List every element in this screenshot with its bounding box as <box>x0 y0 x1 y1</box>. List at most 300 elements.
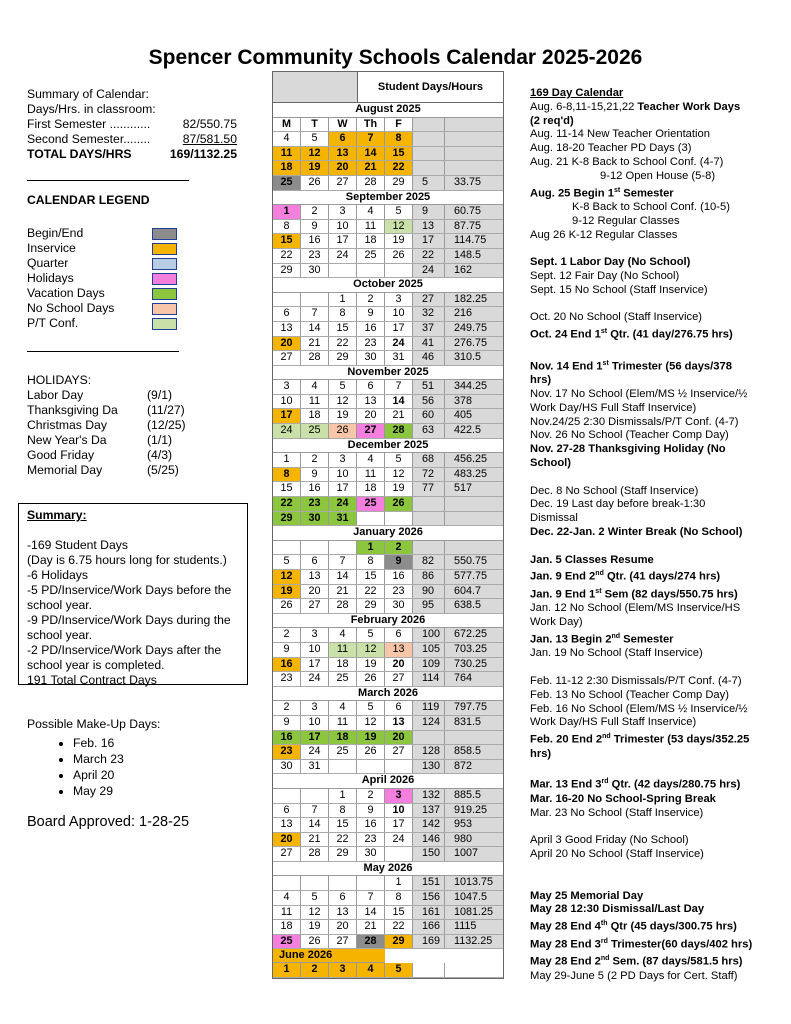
legend-label: Begin/End <box>27 226 84 240</box>
day-cell: 12 <box>301 906 329 920</box>
day-cell <box>301 293 329 307</box>
note-line: May 29-June 5 (2 PD Days for Cert. Staff) <box>530 969 738 982</box>
day-cell: 5 <box>301 132 329 146</box>
day-header-row <box>273 118 503 133</box>
day-cell <box>357 264 385 278</box>
day-cell: 12 <box>385 220 413 234</box>
first-semester-row <box>27 117 237 132</box>
day-header: T <box>301 118 329 132</box>
day-cell: 4 <box>357 453 385 467</box>
day-cell: 3 <box>329 205 357 219</box>
day-cell: 25 <box>357 497 385 511</box>
day-cell <box>273 293 301 307</box>
day-cell: 15 <box>329 322 357 336</box>
cumulative-days: 109 <box>413 658 445 672</box>
holiday-item <box>27 433 202 448</box>
note-line: Work Day/HS Full Staff Inservice) <box>530 716 697 729</box>
day-cell: 24 <box>329 497 357 511</box>
day-cell: 20 <box>301 585 329 599</box>
cumulative-days: 86 <box>413 570 445 584</box>
legend-swatch <box>152 303 177 315</box>
day-cell: 7 <box>357 891 385 905</box>
day-cell: 27 <box>273 351 301 365</box>
cumulative-hours: 831.5 <box>445 716 503 730</box>
note-line: Nov. 14 End 1st Trimester (56 days/378 <box>530 359 732 373</box>
day-cell: 2 <box>273 701 301 715</box>
note-line: Jan. 9 End 2nd Qtr. (41 days/274 hrs) <box>530 570 721 584</box>
cumulative-days: 24 <box>413 264 445 278</box>
note-line: Aug 26 K-12 Regular Classes <box>530 228 678 241</box>
cumulative-days: 95 <box>413 599 445 613</box>
cumulative-days <box>413 161 445 175</box>
week-row <box>273 818 503 833</box>
day-cell: 24 <box>301 672 329 686</box>
day-cell: 14 <box>385 395 413 409</box>
day-cell: 13 <box>357 395 385 409</box>
day-cell: 17 <box>301 731 329 745</box>
day-cell: 9 <box>357 307 385 321</box>
note-line: May 28 End 4th Qtr (45 days/300.75 hrs) <box>530 920 737 933</box>
spacer <box>530 343 785 357</box>
day-cell: 25 <box>273 935 301 949</box>
note-line: (2 req'd) <box>530 114 574 127</box>
cumulative-hours: 33.75 <box>445 176 503 190</box>
day-cell <box>301 876 329 890</box>
day-cell: 28 <box>357 935 385 949</box>
spacer <box>530 540 785 554</box>
day-cell: 6 <box>329 132 357 146</box>
day-cell: 27 <box>357 424 385 438</box>
day-cell: 10 <box>273 395 301 409</box>
cumulative-days: 9 <box>413 205 445 219</box>
day-cell: 13 <box>329 147 357 161</box>
cumulative-hours <box>445 147 503 161</box>
legend-item <box>27 241 177 256</box>
day-cell: 13 <box>301 570 329 584</box>
day-cell: 23 <box>301 249 329 263</box>
holiday-name: Memorial Day <box>27 463 103 477</box>
month-title: August 2025 <box>273 103 503 118</box>
week-row <box>273 322 503 337</box>
week-row <box>273 337 503 352</box>
week-row <box>273 906 503 921</box>
day-cell: 23 <box>385 585 413 599</box>
day-cell: 22 <box>357 585 385 599</box>
legend-label: Quarter <box>27 256 69 270</box>
day-cell: 26 <box>301 935 329 949</box>
week-row <box>273 176 503 191</box>
header-blank <box>273 72 358 102</box>
note-line: hrs) <box>530 747 552 760</box>
day-cell: 18 <box>357 234 385 248</box>
week-row <box>273 745 503 760</box>
day-cell: 29 <box>329 351 357 365</box>
day-cell <box>385 264 413 278</box>
legend-heading: CALENDAR LEGEND <box>27 193 150 207</box>
day-cell: 17 <box>301 658 329 672</box>
week-row <box>273 643 503 658</box>
day-cell: 9 <box>357 804 385 818</box>
day-cell: 28 <box>357 176 385 190</box>
note-line: Dec. 8 No School (Staff Inservice) <box>530 484 699 497</box>
cumulative-hours: 980 <box>445 833 503 847</box>
day-cell: 29 <box>329 847 357 861</box>
week-row <box>273 234 503 249</box>
cumulative-hours: 1013.75 <box>445 876 503 890</box>
day-cell: 1 <box>329 789 357 803</box>
divider <box>27 180 189 181</box>
summary-line: -169 Student Days <box>27 538 128 552</box>
day-header: M <box>273 118 301 132</box>
cumulative-days <box>413 132 445 146</box>
legend-swatch <box>152 258 177 270</box>
note-line: Nov.24/25 2:30 Dismissals/P/T Conf. (4-7) <box>530 415 739 428</box>
day-cell: 21 <box>385 409 413 423</box>
day-cell: 7 <box>329 555 357 569</box>
week-row <box>273 351 503 366</box>
week-row <box>273 380 503 395</box>
legend-item <box>27 271 177 286</box>
week-row <box>273 541 503 556</box>
cumulative-days: 46 <box>413 351 445 365</box>
holiday-item <box>27 388 202 403</box>
cumulative-hours: 550.75 <box>445 555 503 569</box>
spacer <box>530 298 785 312</box>
cumulative-days: 130 <box>413 760 445 774</box>
day-cell: 26 <box>329 424 357 438</box>
day-header: W <box>329 118 357 132</box>
cumulative-hours <box>445 497 503 511</box>
week-row <box>273 497 503 512</box>
day-cell: 12 <box>385 468 413 482</box>
day-cell: 21 <box>357 920 385 934</box>
day-cell: 2 <box>301 453 329 467</box>
week-row <box>273 789 503 804</box>
week-row <box>273 599 503 614</box>
day-cell: 25 <box>301 424 329 438</box>
holiday-item <box>27 403 202 418</box>
holiday-item <box>27 418 202 433</box>
day-cell: 22 <box>385 161 413 175</box>
summary-line: 191 Total Contract Days <box>27 673 157 687</box>
cumulative-days: 119 <box>413 701 445 715</box>
day-cell: 2 <box>301 205 329 219</box>
cumulative-days: 72 <box>413 468 445 482</box>
day-cell: 16 <box>273 658 301 672</box>
cumulative-hours <box>445 731 503 745</box>
cumulative-days: 17 <box>413 234 445 248</box>
day-cell: 31 <box>385 351 413 365</box>
week-row <box>273 555 503 570</box>
day-cell: 12 <box>357 643 385 657</box>
makeup-day: • Feb. 16 <box>73 735 257 751</box>
note-line: May 28 12:30 Dismissal/Last Day <box>530 903 705 916</box>
summary-line: school year is completed. <box>27 658 165 672</box>
day-cell: 9 <box>301 468 329 482</box>
day-cell: 15 <box>385 906 413 920</box>
week-row <box>273 628 503 643</box>
day-cell: 6 <box>273 804 301 818</box>
day-cell: 26 <box>357 672 385 686</box>
day-cell <box>301 541 329 555</box>
day-cell: 11 <box>357 468 385 482</box>
legend-swatch <box>152 228 177 240</box>
day-cell: 21 <box>329 585 357 599</box>
day-cell: 27 <box>273 847 301 861</box>
day-cell: 30 <box>357 847 385 861</box>
cumulative-hours: 858.5 <box>445 745 503 759</box>
day-cell: 26 <box>301 176 329 190</box>
cumulative-hours: 953 <box>445 818 503 832</box>
day-cell: 15 <box>385 147 413 161</box>
week-row <box>273 424 503 439</box>
day-cell <box>385 760 413 774</box>
day-cell: 4 <box>301 380 329 394</box>
week-row <box>273 307 503 322</box>
cumulative-hours: 517 <box>445 482 503 496</box>
day-cell: 1 <box>273 453 301 467</box>
cumulative-days: 68 <box>413 453 445 467</box>
day-cell: 23 <box>357 833 385 847</box>
day-cell: 18 <box>357 482 385 496</box>
day-cell: 23 <box>301 497 329 511</box>
day-cell: 24 <box>273 424 301 438</box>
cumulative-hours: 148.5 <box>445 249 503 263</box>
cumulative-days: 150 <box>413 847 445 861</box>
day-cell: 16 <box>385 570 413 584</box>
day-cell: 31 <box>301 760 329 774</box>
week-row <box>273 395 503 410</box>
day-cell: 11 <box>273 147 301 161</box>
day-cell: 14 <box>357 906 385 920</box>
day-cell: 29 <box>357 599 385 613</box>
day-cell: 28 <box>329 599 357 613</box>
day-cell: 16 <box>357 322 385 336</box>
day-cell: 20 <box>273 833 301 847</box>
day-cell: 24 <box>385 337 413 351</box>
day-cell: 24 <box>329 249 357 263</box>
day-cell: 9 <box>385 555 413 569</box>
calendar-notes <box>530 87 785 983</box>
week-row <box>273 672 503 687</box>
day-cell: 2 <box>385 541 413 555</box>
note-line: Sept. 12 Fair Day (No School) <box>530 270 680 283</box>
cumulative-days: 124 <box>413 716 445 730</box>
day-cell: 25 <box>357 249 385 263</box>
note-line: Jan. 19 No School (Staff Inservice) <box>530 647 703 660</box>
day-cell: 17 <box>385 322 413 336</box>
week-row <box>273 570 503 585</box>
day-cell: 31 <box>329 512 357 526</box>
note-line: May 28 End 3rd Trimester(60 days/402 hrs) <box>530 937 753 951</box>
day-cell: 20 <box>273 337 301 351</box>
day-cell: 15 <box>329 818 357 832</box>
note-line: Dec. 19 Last day before break-1:30 <box>530 498 706 511</box>
week-row <box>273 409 503 424</box>
day-cell <box>329 876 357 890</box>
week-row <box>273 876 503 891</box>
day-cell: 30 <box>273 760 301 774</box>
day-cell: 19 <box>301 920 329 934</box>
note-line: Mar. 16-20 No School-Spring Break <box>530 792 716 805</box>
day-cell: 17 <box>329 482 357 496</box>
cumulative-hours: 456.25 <box>445 453 503 467</box>
note-line: Aug. 18-20 Teacher PD Days (3) <box>530 142 692 155</box>
legend-swatch <box>152 288 177 300</box>
cumulative-days: 41 <box>413 337 445 351</box>
day-cell: 19 <box>301 161 329 175</box>
cumulative-days: 22 <box>413 249 445 263</box>
day-cell: 17 <box>385 818 413 832</box>
total-value: 169/1132.25 <box>169 147 237 161</box>
cumulative-days <box>413 512 445 526</box>
cumulative-days: 56 <box>413 395 445 409</box>
cumulative-days: 37 <box>413 322 445 336</box>
summary-heading: Summary: <box>27 508 87 522</box>
legend-item <box>27 226 177 241</box>
day-cell: 16 <box>301 234 329 248</box>
day-cell: 5 <box>385 453 413 467</box>
note-line: Mar. 13 End 3rd Qtr. (42 days/280.75 hrs) <box>530 778 741 792</box>
month-title: March 2026 <box>273 687 503 702</box>
holiday-name: Good Friday <box>27 448 95 462</box>
day-cell: 15 <box>357 570 385 584</box>
day-cell: 5 <box>385 205 413 219</box>
day-cell: 8 <box>273 220 301 234</box>
calendar-table <box>272 71 504 979</box>
day-cell: 19 <box>357 658 385 672</box>
cumulative-hours <box>445 161 503 175</box>
day-cell: 7 <box>301 307 329 321</box>
cumulative-hours: 1007 <box>445 847 503 861</box>
day-cell: 10 <box>329 468 357 482</box>
day-cell: 22 <box>385 920 413 934</box>
page-title: Spencer Community Schools Calendar 2025-2026 <box>148 46 643 69</box>
day-cell: 1 <box>385 876 413 890</box>
day-cell: 18 <box>273 161 301 175</box>
day-cell <box>385 512 413 526</box>
divider <box>27 351 179 352</box>
day-cell: 1 <box>329 293 357 307</box>
spacer <box>530 661 785 675</box>
note-line: Aug. 21 K-8 Back to School Conf. (4-7) <box>530 155 724 168</box>
day-cell: 12 <box>273 570 301 584</box>
note-line: Jan. 12 No School (Elem/MS Inservice/HS <box>530 602 741 615</box>
cumulative-days: 105 <box>413 643 445 657</box>
day-cell: 5 <box>385 963 413 977</box>
cumulative-days <box>413 541 445 555</box>
day-cell <box>357 876 385 890</box>
cumulative-days <box>413 963 445 977</box>
day-cell: 2 <box>301 963 329 977</box>
note-line: Mar. 23 No School (Staff Inservice) <box>530 806 704 819</box>
cumulative-days: 132 <box>413 789 445 803</box>
day-cell: 1 <box>357 541 385 555</box>
summary-line: -2 PD/Inservice/Work Days after the <box>27 643 222 657</box>
cumulative-hours: 310.5 <box>445 351 503 365</box>
day-cell: 3 <box>329 963 357 977</box>
day-cell: 2 <box>357 293 385 307</box>
summary-line: Summary of Calendar: <box>27 87 149 101</box>
week-row <box>273 264 503 279</box>
day-header: F <box>385 118 413 132</box>
day-cell: 14 <box>357 147 385 161</box>
note-line: Aug. 11-14 New Teacher Orientation <box>530 128 710 141</box>
note-line: 9-12 Regular Classes <box>572 214 680 227</box>
cumulative-days: 63 <box>413 424 445 438</box>
day-cell: 3 <box>301 628 329 642</box>
day-cell: 10 <box>301 643 329 657</box>
day-cell: 20 <box>385 731 413 745</box>
cumulative-hours: 422.5 <box>445 424 503 438</box>
cumulative-hours: 114.75 <box>445 234 503 248</box>
day-cell: 30 <box>357 351 385 365</box>
day-cell: 26 <box>273 599 301 613</box>
week-row <box>273 731 503 746</box>
day-cell: 29 <box>273 512 301 526</box>
day-cell: 3 <box>385 789 413 803</box>
cumulative-hours: 60.75 <box>445 205 503 219</box>
day-cell: 5 <box>273 555 301 569</box>
day-cell: 12 <box>329 395 357 409</box>
note-line: Aug. 6-8,11-15,21,22 Teacher Work Days <box>530 100 741 113</box>
note-line: Jan. 13 Begin 2nd Semester <box>530 632 674 646</box>
day-cell: 19 <box>357 731 385 745</box>
week-row <box>273 920 503 935</box>
cumulative-days <box>413 497 445 511</box>
cumulative-hours: 378 <box>445 395 503 409</box>
cumulative-hours: 216 <box>445 307 503 321</box>
cumulative-days: 114 <box>413 672 445 686</box>
holiday-date: (11/27) <box>147 403 185 417</box>
note-line: hrs) <box>530 374 552 387</box>
day-cell: 15 <box>273 482 301 496</box>
cumulative-days: 32 <box>413 307 445 321</box>
day-cell: 11 <box>357 220 385 234</box>
month-title: September 2025 <box>273 191 503 206</box>
day-cell: 24 <box>385 833 413 847</box>
note-line: Nov. 27-28 Thanksgiving Holiday (No <box>530 443 726 456</box>
makeup-day: • April 20 <box>73 767 257 783</box>
day-cell: 23 <box>273 672 301 686</box>
day-cell: 3 <box>329 453 357 467</box>
cumulative-days: 137 <box>413 804 445 818</box>
week-row <box>273 760 503 775</box>
day-cell: 14 <box>301 322 329 336</box>
cumulative-days: 166 <box>413 920 445 934</box>
total-label: TOTAL DAYS/HRS <box>27 147 132 161</box>
day-cell: 29 <box>273 264 301 278</box>
spacer <box>530 821 785 835</box>
day-cell: 22 <box>329 337 357 351</box>
cumulative-hours: 872 <box>445 760 503 774</box>
day-cell: 16 <box>273 731 301 745</box>
day-cell <box>273 876 301 890</box>
holidays-list <box>27 373 202 478</box>
calendar-summary <box>27 87 237 162</box>
summary-line: -6 Holidays <box>27 568 88 582</box>
spacer <box>530 876 785 890</box>
cumulative-hours: 162 <box>445 264 503 278</box>
day-cell: 18 <box>301 409 329 423</box>
second-semester-value: 87/581.50 <box>182 132 237 146</box>
cumulative-days: 128 <box>413 745 445 759</box>
day-cell: 27 <box>301 599 329 613</box>
week-row <box>273 249 503 264</box>
day-cell: 12 <box>357 716 385 730</box>
day-cell: 28 <box>385 424 413 438</box>
cumulative-hours: 919.25 <box>445 804 503 818</box>
